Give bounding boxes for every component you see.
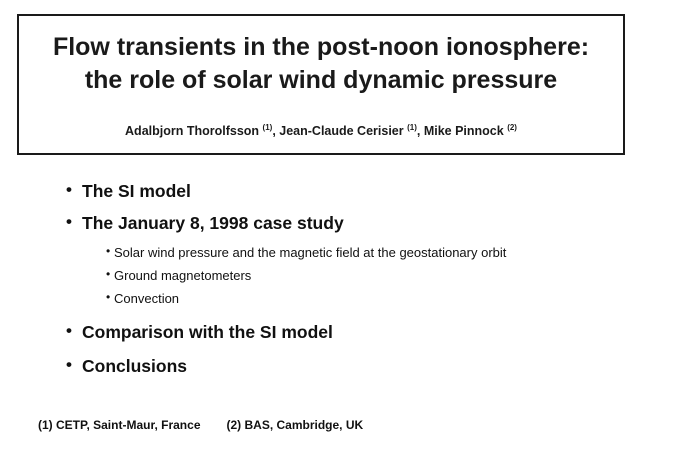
list-item: • Comparison with the SI model <box>0 321 680 343</box>
outline-list <box>0 180 680 387</box>
author-3-name: , Mike Pinnock <box>416 124 508 139</box>
title-line-1: Flow transients in the post-noon ionosphere: <box>52 33 590 61</box>
footnotes <box>38 418 363 432</box>
footnote-1: (1) CETP, Saint-Maur, France <box>38 418 201 432</box>
list-item: • Conclusions <box>0 355 680 377</box>
author-3-affiliation-marker: (2) <box>507 123 517 132</box>
list-item: • Solar wind pressure and the magnetic field at the geostationary orbit <box>0 244 680 261</box>
author-list <box>19 123 623 138</box>
author-2-affiliation-marker: (1) <box>407 123 417 132</box>
footnote-2: (2) BAS, Cambridge, UK <box>226 418 364 432</box>
author-1-affiliation-marker: (1) <box>262 123 273 132</box>
title-line-2: the role of solar wind dynamic pressure <box>84 66 558 94</box>
list-item: • The January 8, 1998 case study <box>0 212 680 234</box>
list-item: • Ground magnetometers <box>0 267 680 284</box>
list-item: • The SI model <box>0 180 680 202</box>
list-item: • Convection <box>0 290 680 307</box>
title-box <box>17 14 625 155</box>
author-1-name: Adalbjorn Thorolfsson <box>125 124 263 139</box>
author-2-name: , Jean-Claude Cerisier <box>272 124 408 139</box>
